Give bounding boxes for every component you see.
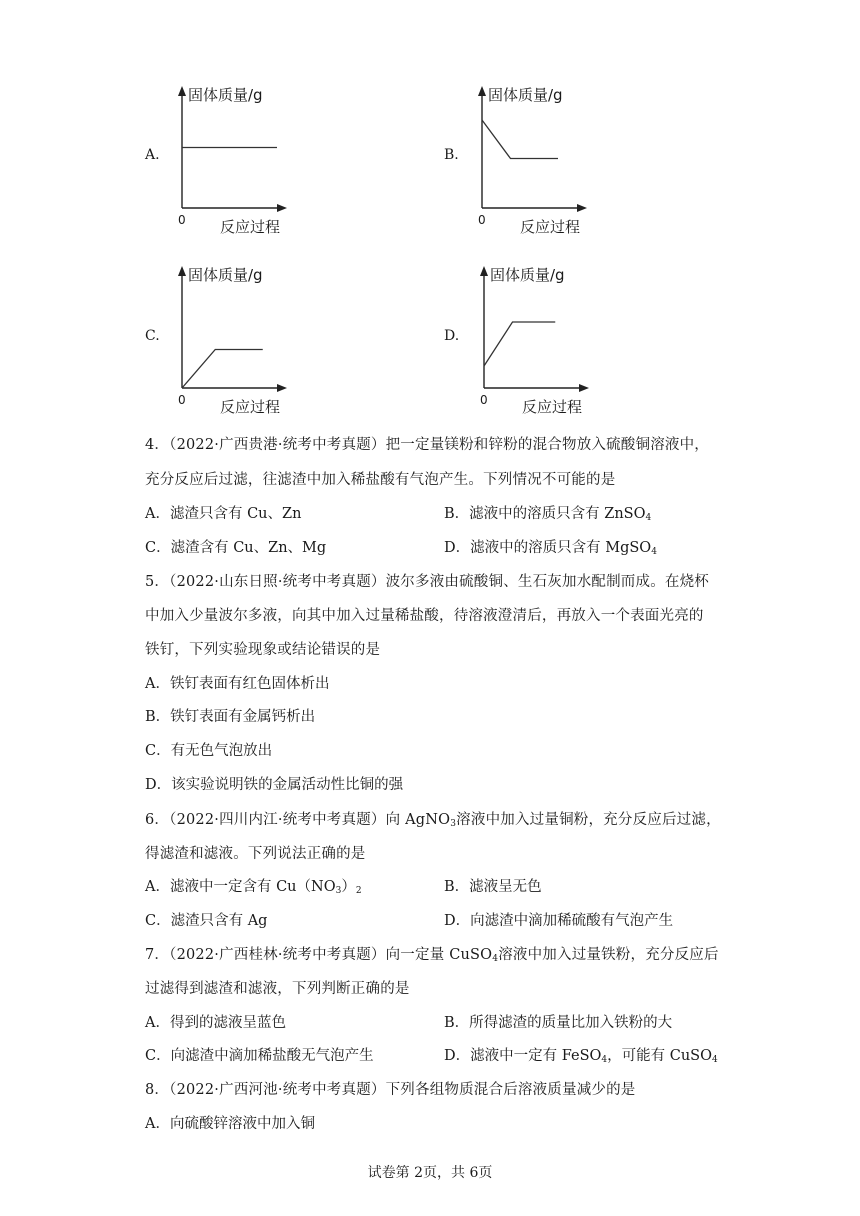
y-axis-label: 固体质量/g [188, 266, 263, 284]
x-axis-label: 反应过程 [220, 398, 281, 416]
y-axis-arrow [478, 86, 486, 96]
origin-label: 0 [178, 213, 186, 227]
q6-option-b: B．滤液呈无色 [444, 879, 542, 895]
graph-a-svg [170, 78, 290, 238]
x-axis-label: 反应过程 [520, 218, 581, 236]
page-footer: 试卷第 2页，共 6页 [367, 1165, 493, 1181]
graph-c-label: C. [145, 328, 160, 344]
graph-c-svg [170, 258, 290, 418]
x-axis-arrow [577, 204, 587, 212]
graph-b [470, 78, 590, 238]
y-axis-arrow [178, 266, 186, 276]
graph-c [170, 258, 290, 418]
q8-option-a: A．向硫酸锌溶液中加入铜 [145, 1116, 315, 1132]
graph-d [472, 258, 592, 418]
y-axis-label: 固体质量/g [490, 266, 565, 284]
x-axis-arrow [277, 384, 287, 392]
q4-option-c: C．滤渣含有 Cu、Zn、Mg [145, 540, 327, 556]
graph-a-label: A. [145, 147, 160, 163]
y-axis-label: 固体质量/g [188, 86, 263, 104]
x-axis-arrow [277, 204, 287, 212]
q7-option-d: D．滤液中一定有 FeSO$_4$，可能有 CuSO$_4$ [444, 1048, 718, 1065]
q5-option-d: D．该实验说明铁的金属活动性比铜的强 [145, 777, 404, 793]
origin-label: 0 [478, 213, 486, 227]
q7-line-2: 过滤得到滤渣和滤液，下列判断正确的是 [145, 981, 410, 997]
graph-d-label: D. [444, 328, 460, 344]
q6-option-c: C．滤渣只含有 Ag [145, 913, 268, 929]
q4-option-d: D．滤液中的溶质只含有 MgSO$_4$ [444, 540, 657, 557]
q4-option-a: A．滤渣只含有 Cu、Zn [145, 506, 302, 522]
graph-b-svg [470, 78, 590, 238]
graph-d-svg [472, 258, 592, 418]
q5-option-b: B．铁钉表面有金属钙析出 [145, 709, 316, 725]
q6-line-2: 得滤渣和滤液。下列说法正确的是 [145, 846, 366, 862]
y-axis-arrow [480, 266, 488, 276]
q5-option-a: A．铁钉表面有红色固体析出 [145, 676, 330, 692]
mass-curve [182, 350, 263, 389]
x-axis-label: 反应过程 [522, 398, 583, 416]
origin-label: 0 [178, 393, 186, 407]
q6-line-1: 6．（2022·四川内江·统考中考真题）向 AgNO$_3$溶液中加入过量铜粉，充分反应后过滤， [145, 812, 721, 829]
q7-line-1: 7．（2022·广西桂林·统考中考真题）向一定量 CuSO$_4$溶液中加入过量铁粉，充分反应后 [145, 947, 719, 964]
graph-a [170, 78, 290, 238]
q4-line-1: 4．（2022·广西贵港·统考中考真题）把一定量镁粉和锌粉的混合物放入硫酸铜溶液中， [145, 437, 709, 453]
mass-curve [484, 322, 555, 366]
y-axis-label: 固体质量/g [488, 86, 563, 104]
q6-option-d: D．向滤渣中滴加稀硫酸有气泡产生 [444, 913, 674, 929]
q4-option-b: B．滤液中的溶质只含有 ZnSO$_4$ [444, 506, 652, 523]
graph-b-label: B. [444, 147, 459, 163]
origin-label: 0 [480, 393, 488, 407]
q6-option-a: A．滤液中一定含有 $Cu(NO_3)_2$ [145, 879, 362, 896]
x-axis-label: 反应过程 [220, 218, 281, 236]
q5-option-c: C．有无色气泡放出 [145, 743, 273, 759]
q7-option-b: B．所得滤渣的质量比加入铁粉的大 [444, 1015, 673, 1031]
y-axis-arrow [178, 86, 186, 96]
q5-line-3: 铁钉，下列实验现象或结论错误的是 [145, 642, 381, 658]
q5-line-2: 中加入少量波尔多液，向其中加入过量稀盐酸，待溶液澄清后，再放入一个表面光亮的 [145, 608, 704, 624]
q7-option-c: C．向滤渣中滴加稀盐酸无气泡产生 [145, 1048, 374, 1064]
q7-option-a: A．得到的滤液呈蓝色 [145, 1015, 286, 1031]
mass-curve [482, 120, 558, 159]
q4-line-2: 充分反应后过滤，往滤渣中加入稀盐酸有气泡产生。下列情况不可能的是 [145, 472, 616, 488]
q5-line-1: 5．（2022·山东日照·统考中考真题）波尔多液由硫酸铜、生石灰加水配制而成。在烧杯 [145, 574, 709, 590]
q8-line-1: 8．（2022·广西河池·统考中考真题）下列各组物质混合后溶液质量减少的是 [145, 1082, 636, 1098]
x-axis-arrow [579, 384, 589, 392]
